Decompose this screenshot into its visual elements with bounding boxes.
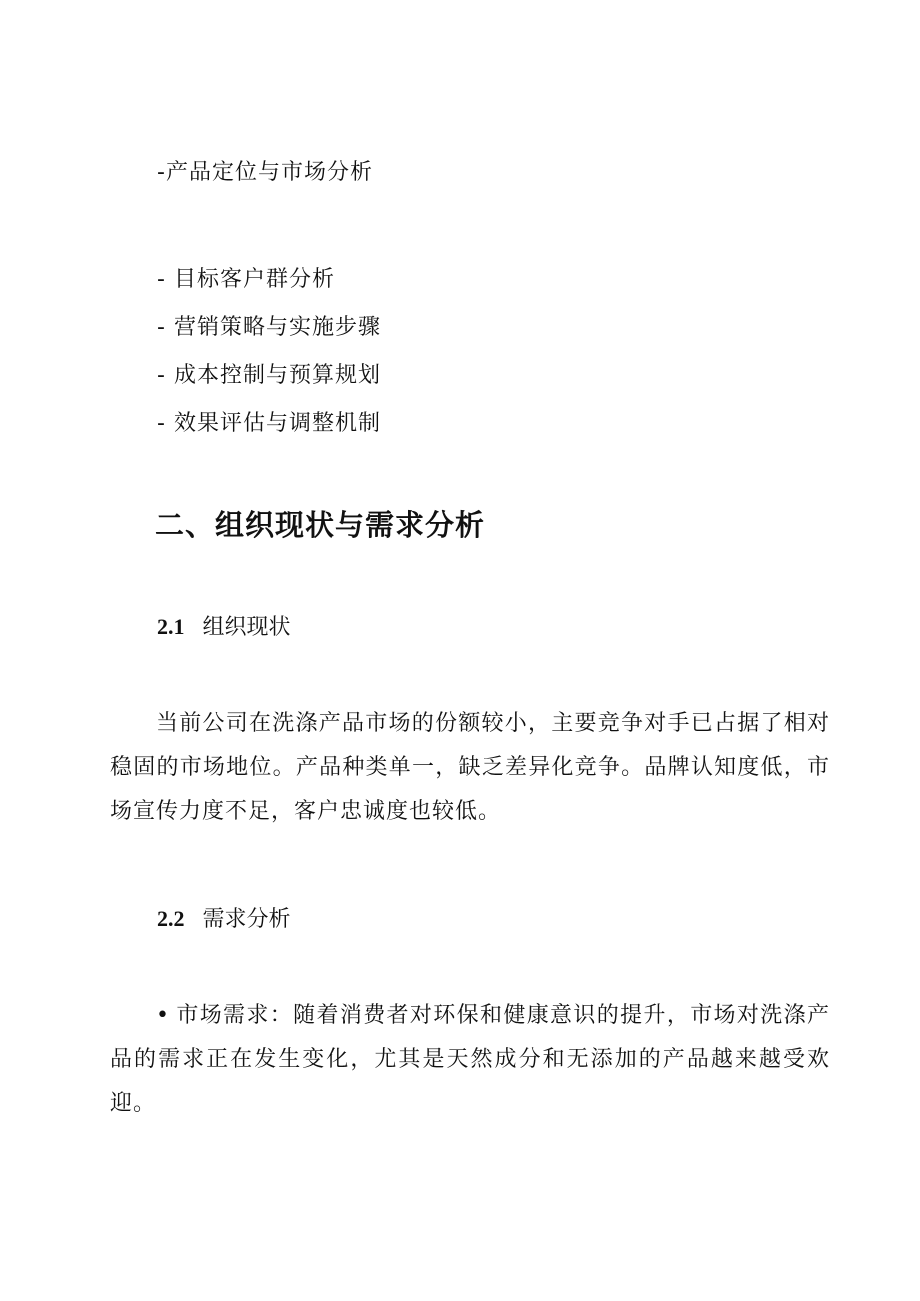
subsection-number: 2.2 <box>157 906 185 931</box>
bullet-dot: • <box>156 1003 170 1028</box>
subsection-title: 组织现状 <box>202 615 291 640</box>
dash-marker: - <box>157 411 166 436</box>
topic-list <box>157 256 381 448</box>
list-item-text: 目标客户群分析 <box>173 267 335 292</box>
list-item <box>157 256 381 304</box>
list-item-text: 营销策略与实施步骤 <box>173 315 381 340</box>
list-item <box>157 304 381 352</box>
section-heading: 二、组织现状与需求分析 <box>155 508 486 542</box>
list-item <box>157 352 381 400</box>
dash-marker: - <box>157 315 166 340</box>
subsection-heading-2-2 <box>157 904 291 935</box>
status-paragraph: 当前公司在洗涤产品市场的份额较小，主要竞争对手已占据了相对稳固的市场地位。产品种类单一，缺乏差异化竞争。品牌认知度低，市场宣传力度不足，客户忠诚度也较低。 <box>110 711 830 824</box>
list-item-text: 成本控制与预算规划 <box>173 363 381 388</box>
list-item <box>157 400 381 448</box>
subsection-heading-2-1 <box>157 612 291 643</box>
dash-marker: - <box>157 363 166 388</box>
demand-text: 市场需求：随着消费者对环保和健康意识的提升，市场对洗涤产品的需求正在发生变化，尤其是天然成分和无添加的产品越来越受欢迎。 <box>110 1003 830 1116</box>
subsection-title: 需求分析 <box>202 907 291 932</box>
list-item-text: 效果评估与调整机制 <box>173 411 381 436</box>
demand-paragraph <box>110 994 830 1126</box>
intro-item: -产品定位与市场分析 <box>157 160 373 185</box>
subsection-number: 2.1 <box>157 614 185 639</box>
dash-marker: - <box>157 267 166 292</box>
